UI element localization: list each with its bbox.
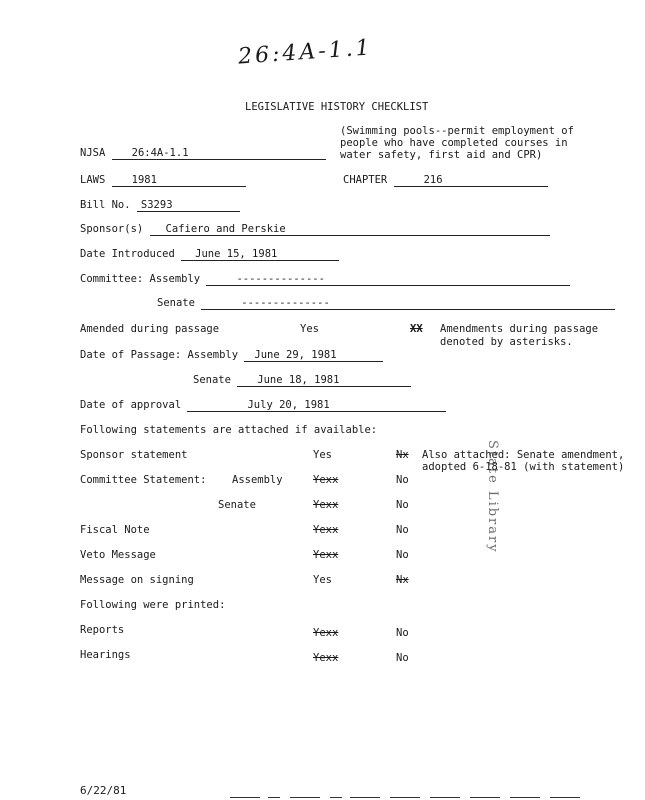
passage-assembly-value: June 29, 1981 xyxy=(244,349,383,362)
committee-senate-row xyxy=(157,297,615,310)
amended-label: Amended during passage xyxy=(80,323,220,335)
statement-sub: Senate xyxy=(218,499,256,511)
attached-heading: Following statements are attached if available: xyxy=(80,424,378,436)
statement-label: Fiscal Note xyxy=(80,524,150,536)
date-introduced-label: Date Introduced xyxy=(80,248,175,260)
footer-dash-rule xyxy=(470,797,500,798)
printed-label: Hearings xyxy=(80,649,131,661)
printed-no: No xyxy=(396,652,409,664)
chapter-label: CHAPTER xyxy=(343,174,388,186)
bill-label: Bill No. xyxy=(80,199,131,211)
statement-sub: Assembly xyxy=(232,474,283,486)
bill-value: S3293 xyxy=(137,199,240,212)
passage-senate-value: June 18, 1981 xyxy=(237,374,411,387)
passage-senate-label: Senate xyxy=(193,374,231,386)
sponsors-label: Sponsor(s) xyxy=(80,223,144,235)
bill-row xyxy=(80,199,240,212)
committee-label: Committee: xyxy=(80,273,144,285)
date-of-passage-label: Date of Passage: xyxy=(80,349,182,361)
date-of-approval-row xyxy=(80,399,446,412)
footer-date: 6/22/81 xyxy=(80,784,127,797)
amended-yes: Yes xyxy=(300,323,319,335)
chapter-row xyxy=(343,174,548,187)
njsa-row xyxy=(80,147,326,160)
amended-no-mark: XX xyxy=(410,323,423,335)
description-line: people who have completed courses in xyxy=(340,137,568,149)
laws-label: LAWS xyxy=(80,174,106,186)
footer-dash-rule xyxy=(550,797,580,798)
statement-no: No xyxy=(396,499,409,511)
printed-yes: Yexx xyxy=(313,627,339,639)
date-of-passage-assembly-row xyxy=(80,349,383,362)
passage-assembly-label: Assembly xyxy=(187,349,239,361)
chapter-value: 216 xyxy=(394,174,548,187)
committee-senate-label: Senate xyxy=(157,297,195,309)
also-attached-note xyxy=(422,449,624,473)
footer-dash-rule xyxy=(390,797,420,798)
statement-yes: Yes xyxy=(313,449,332,461)
description-line: (Swimming pools--permit employment of xyxy=(340,125,574,137)
statement-label: Veto Message xyxy=(80,549,156,561)
committee-assembly-row xyxy=(80,273,570,286)
laws-row xyxy=(80,174,246,187)
amended-note-line: denoted by asterisks. xyxy=(440,336,573,348)
statement-yes: Yexx xyxy=(313,474,339,486)
footer-dash-rule xyxy=(430,797,460,798)
description-line: water safety, first aid and CPR) xyxy=(340,149,543,161)
statement-no: No xyxy=(396,549,409,561)
date-introduced-value: June 15, 1981 xyxy=(181,248,339,261)
bill-description xyxy=(340,125,574,161)
njsa-label: NJSA xyxy=(80,147,106,159)
footer-dash-rule xyxy=(290,797,320,798)
committee-senate-value: -------------- xyxy=(201,297,615,310)
date-of-approval-value: July 20, 1981 xyxy=(187,399,446,412)
footer-dash-rule xyxy=(268,797,280,798)
footer-dash-rule xyxy=(510,797,540,798)
statement-no: Nx xyxy=(396,574,409,586)
also-attached-line: Also attached: Senate amendment, xyxy=(422,449,625,461)
statement-no: Nx xyxy=(396,449,409,461)
printed-heading: Following were printed: xyxy=(80,599,226,611)
printed-yes: Yexx xyxy=(313,652,339,664)
amended-note xyxy=(440,323,598,349)
handwritten-statute-number: 26:4A-1.1 xyxy=(237,35,374,70)
sponsors-row xyxy=(80,223,550,236)
laws-value: 1981 xyxy=(112,174,246,187)
amended-no xyxy=(410,323,423,335)
amended-note-line: Amendments during passage xyxy=(440,323,599,335)
library-stamp: State Library xyxy=(485,440,500,554)
statement-yes: Yes xyxy=(313,574,332,586)
statement-no: No xyxy=(396,524,409,536)
committee-assembly-value: -------------- xyxy=(206,273,570,286)
date-introduced-row xyxy=(80,248,339,261)
statement-yes: Yexx xyxy=(313,524,339,536)
statement-yes: Yexx xyxy=(313,549,339,561)
printed-no: No xyxy=(396,627,409,639)
statement-label: Committee Statement: xyxy=(80,474,207,486)
footer-dash-rule xyxy=(230,797,260,798)
statement-yes: Yexx xyxy=(313,499,339,511)
statement-label: Sponsor statement xyxy=(80,449,188,461)
njsa-value: 26:4A-1.1 xyxy=(112,147,326,160)
committee-assembly-label: Assembly xyxy=(149,273,201,285)
date-of-passage-senate-row xyxy=(193,374,411,387)
date-of-approval-label: Date of approval xyxy=(80,399,182,411)
printed-label: Reports xyxy=(80,624,125,636)
statement-no: No xyxy=(396,474,409,486)
footer-dash-rule xyxy=(330,797,342,798)
statement-label: Message on signing xyxy=(80,574,194,586)
footer-dash-rule xyxy=(350,797,380,798)
also-attached-line: adopted 6-18-81 (with statement) xyxy=(422,461,625,473)
sponsors-value: Cafiero and Perskie xyxy=(150,223,550,236)
page-title: LEGISLATIVE HISTORY CHECKLIST xyxy=(245,101,429,113)
